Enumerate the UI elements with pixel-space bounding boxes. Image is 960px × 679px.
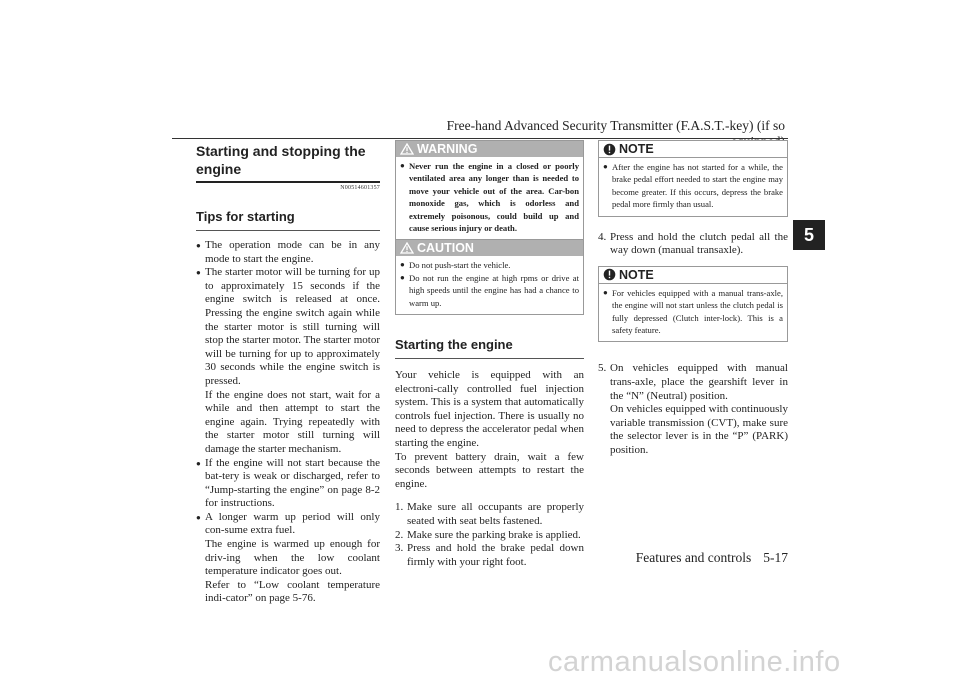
- note-body: [599, 158, 787, 216]
- note-box: [598, 266, 788, 343]
- step4-list: [598, 231, 788, 258]
- step-number: 2.: [395, 528, 404, 541]
- note-header: [599, 267, 787, 284]
- step5-list: [598, 362, 788, 457]
- note-label: NOTE: [619, 267, 654, 282]
- tips-list: [196, 239, 380, 606]
- note-item: ● After the engine has not started for a while, the brake pedal effort needed to start the engine may become greater. If this occurs, depress the brake pedal more firmly than usual.: [603, 161, 783, 211]
- tips-item: [196, 457, 380, 511]
- footer-page-number: 5-17: [763, 550, 788, 565]
- caution-label: CAUTION: [417, 241, 474, 256]
- footer: [560, 550, 788, 566]
- starting-title: Starting the engine: [395, 337, 513, 353]
- step-text: Make sure the parking brake is applied.: [407, 528, 581, 541]
- warning-body: [396, 157, 583, 239]
- step-number: 3.: [395, 542, 404, 555]
- step-number: 4.: [598, 230, 607, 243]
- warning-item: ● Never run the engine in a closed or poorly ventilated area any longer than is needed to move your vehicle out of the area. Car-bon monoxide gas, which is odorless and extremely poisonous, could build up and cause serious injury or death.: [400, 160, 579, 234]
- step-item: [395, 542, 584, 569]
- step-text: On vehicles equipped with manual trans-axle, place the gearshift lever in the “N” (Neutral) position.: [610, 362, 788, 402]
- tips-title-rule: [196, 230, 380, 231]
- starting-body: [395, 369, 584, 491]
- step-item: [395, 501, 584, 528]
- step-number: 5.: [598, 362, 607, 375]
- column-middle: [395, 140, 584, 569]
- starting-para: Your vehicle is equipped with an electroni-cally controlled fuel injection system. This is a system that automatically controls fuel injection. There is usually no need to depress the accelerator pedal when starting the engine.: [395, 369, 584, 450]
- section-title-rule: [196, 181, 380, 183]
- warning-list: [400, 160, 579, 234]
- starting-steps: [395, 501, 584, 569]
- step-text: Press and hold the clutch pedal all the way down (manual transaxle).: [610, 230, 788, 257]
- note-list: [603, 161, 783, 211]
- note-label: NOTE: [619, 142, 654, 156]
- step-text: Make sure all occupants are properly seated with seat belts fastened.: [407, 501, 584, 527]
- caution-triangle-icon: [400, 242, 414, 254]
- tips-item: [196, 511, 380, 606]
- note-list: [603, 287, 783, 337]
- tips-para: Refer to “Low coolant temperature indi-cator” on page 5-76.: [205, 578, 380, 605]
- note-item: ● For vehicles equipped with a manual trans-axle, the engine will not start unless the clutch pedal is fully depressed (Clutch inter-lock). This is a safety feature.: [603, 287, 783, 337]
- caution-list: [400, 259, 579, 309]
- tips-para: ● The operation mode can be in any mode to start the engine.: [205, 239, 380, 265]
- step-number: 1.: [395, 501, 404, 514]
- note-info-icon: [603, 268, 616, 281]
- caution-item: ● Do not run the engine at high rpms or drive at high speeds until the engine has had a chance to warm up.: [400, 272, 579, 309]
- watermark: carmanualsonline.info: [548, 646, 841, 678]
- tips-para: ● The starter motor will be turning for up to approximately 15 seconds if the engine switch is released at once. Pressing the engine switch again while the starter motor is still turning will stop the starter motor. The starter motor will be turning for up to approximately 30 seconds while the engine switch is pressed.: [205, 266, 380, 387]
- caution-body: [396, 256, 583, 314]
- tips-item: [196, 266, 380, 456]
- note-body: [599, 284, 787, 342]
- tips-item: [196, 239, 380, 266]
- starting-title-rule: [395, 358, 584, 359]
- tips-title: Tips for starting: [196, 209, 295, 224]
- chapter-tab: 5: [793, 220, 825, 250]
- header-title: Free-hand Advanced Security Transmitter (F.A.S.T.-key) (if so: [446, 118, 785, 133]
- tips-para: The engine is warmed up enough for driv-ing when the low coolant temperature indicator goes out.: [205, 538, 380, 578]
- step-text: Press and hold the brake pedal down firmly with your right foot.: [407, 542, 584, 568]
- starting-para: To prevent battery drain, wait a few seconds between attempts to restart the engine.: [395, 450, 584, 490]
- note-header: [599, 141, 787, 158]
- step-item: [598, 362, 788, 457]
- footer-section: Features and controls: [635, 550, 752, 565]
- tips-para: If the engine does not start, wait for a while and then attempt to start the engine again. Trying repeatedly with the starter motor still turning will damage the starter mechanism.: [205, 388, 380, 455]
- caution-item: ● Do not push-start the vehicle.: [400, 259, 579, 271]
- warning-triangle-icon: [400, 143, 414, 155]
- section-code: N00514601357: [340, 185, 380, 191]
- step-text: On vehicles equipped with continuously variable transmission (CVT), make sure the selector lever is in the “P” (PARK) position.: [610, 403, 788, 456]
- column-right: [598, 140, 788, 458]
- header-rule: [172, 138, 788, 139]
- step-item: [598, 231, 788, 258]
- step-item: [395, 529, 584, 543]
- column-left: [196, 140, 380, 606]
- caution-header: [396, 240, 583, 256]
- warning-header: [396, 141, 583, 157]
- note-box: [598, 140, 788, 217]
- tips-para: ● A longer warm up period will only con-sume extra fuel.: [205, 510, 380, 537]
- section-title: Starting and stopping the engine: [196, 143, 366, 177]
- note-info-icon: [603, 143, 616, 156]
- caution-box: [395, 240, 584, 315]
- warning-box: [395, 140, 584, 240]
- tips-para: ● If the engine will not start because the bat-tery is weak or discharged, refer to “Jump-starting the engine” on page 8-2 for instructions.: [205, 456, 380, 510]
- warning-label: WARNING: [417, 142, 478, 156]
